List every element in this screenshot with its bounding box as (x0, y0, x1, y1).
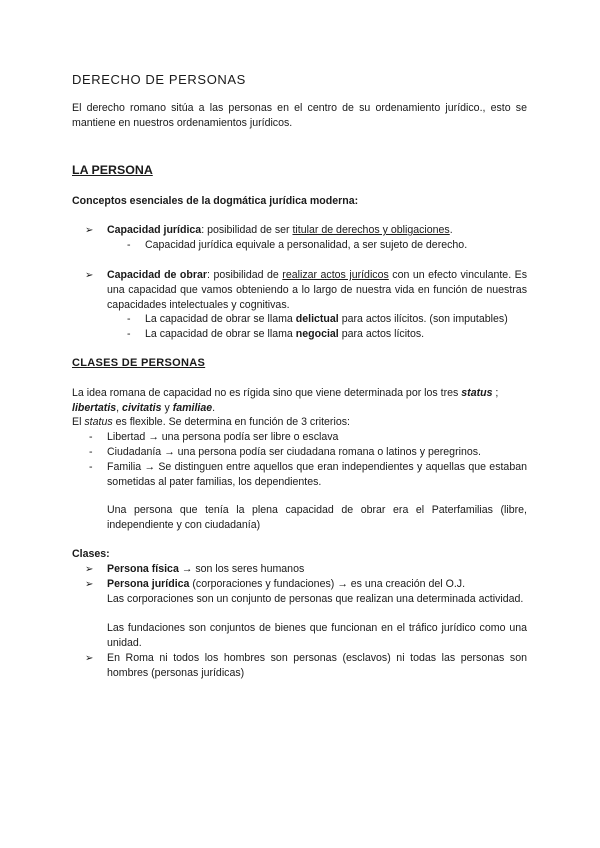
term-familiae: familiae (172, 402, 213, 414)
item-text: : posibilidad de ser (201, 224, 293, 236)
arrowhead-bullet-icon: ➢ (85, 653, 94, 664)
arrowhead-bullet-icon: ➢ (85, 270, 94, 281)
term-libertatis: libertatis (72, 402, 117, 414)
fundaciones-paragraph: Las fundaciones son conjuntos de bienes que funcionan en el tráfico jurídico como una unidad. (107, 622, 527, 649)
term-capacidad-de-obrar: Capacidad de obrar (107, 269, 208, 281)
sub-item (127, 312, 525, 327)
section-heading-la-persona: LA PERSONA (72, 163, 153, 177)
concepts-subheading: Conceptos esenciales de la dogmática jurídica moderna: (72, 195, 359, 207)
paterfamilias-note: Una persona que tenía la plena capacidad de obrar era el Paterfamilias (libre, independiente y con ciudadanía) (107, 504, 527, 531)
criterion-item-libertad (89, 430, 527, 445)
punctuation: , (116, 402, 123, 414)
underlined-phrase: realizar actos jurídicos (282, 269, 389, 281)
criterion-item-familia (89, 460, 527, 490)
item-text-end: . (449, 224, 453, 236)
status-flexible-paragraph (72, 415, 532, 430)
dash-bullet: - (127, 239, 131, 251)
class-item-persona-fisica (85, 562, 527, 577)
class-item-text: (corporaciones y fundaciones) → es una creación del O.J. (189, 578, 466, 590)
sub-item-text: La capacidad de obrar se llama (145, 328, 296, 340)
dash-bullet: - (89, 431, 93, 443)
arrowhead-bullet-icon: ➢ (85, 564, 94, 575)
class-item-roma (85, 651, 527, 681)
term-status: status (461, 387, 493, 399)
term-persona-juridica: Persona jurídica (107, 578, 190, 590)
punctuation: . (212, 402, 216, 414)
paragraph-text: La idea romana de capacidad no es rígida sino que viene determinada por los tres (72, 387, 462, 399)
underlined-phrase: titular de derechos y obligaciones (292, 224, 450, 236)
criterion-item-ciudadania (89, 445, 527, 460)
class-item-persona-juridica (85, 577, 527, 592)
class-item-text: → son los seres humanos (178, 563, 305, 575)
corporaciones-paragraph: Las corporaciones son un conjunto de personas que realizan una determinada actividad. (107, 593, 524, 605)
punctuation: ; (492, 387, 499, 399)
criterion-text: Familia → Se distinguen entre aquellos que eran independientes y aquellas que estaban sometidas al pater familias, los dependientes. (107, 461, 527, 488)
sub-item (127, 327, 525, 342)
term-civitatis: civitatis (122, 402, 162, 414)
paragraph-text: El (72, 416, 85, 428)
sub-item (127, 238, 525, 253)
arrowhead-bullet-icon: ➢ (85, 225, 94, 236)
term-capacidad-juridica: Capacidad jurídica (107, 224, 202, 236)
list-item-capacidad-de-obrar (85, 268, 528, 313)
item-text: : posibilidad de (207, 269, 283, 281)
document-title: DERECHO DE PERSONAS (72, 72, 246, 87)
term-delictual: delictual (295, 313, 339, 325)
list-item-capacidad-juridica (85, 223, 527, 238)
item-text-end: con un efecto vinculante. Es una capacidad que vamos obteniendo a lo largo de nuestra vida en función de nuestras capacidades intelectuales y cognitivas. (107, 269, 528, 311)
dash-bullet: - (89, 461, 93, 473)
arrowhead-bullet-icon: ➢ (85, 579, 94, 590)
sub-item-text: Capacidad jurídica equivale a personalidad, a ser sujeto de derecho. (145, 239, 468, 251)
sub-item-text-end: para actos lícitos. (338, 328, 425, 340)
criterion-text: Ciudadanía → una persona podía ser ciudadana romana o latinos y peregrinos. (107, 446, 481, 458)
sub-item-text-end: para actos ilícitos. (son imputables) (338, 313, 508, 325)
dash-bullet: - (127, 313, 131, 325)
term-negocial: negocial (295, 328, 339, 340)
term-persona-fisica: Persona física (107, 563, 179, 575)
status-paragraph (72, 386, 532, 416)
class-item-text: En Roma ni todos los hombres son personas (esclavos) ni todas las personas son hombres (personas jurídicas) (107, 652, 527, 679)
criterion-text: Libertad → una persona podía ser libre o esclava (107, 431, 339, 443)
paragraph-text-end: es flexible. Se determina en función de 3 criterios: (112, 416, 350, 428)
term-status-italic: status (84, 416, 113, 428)
dash-bullet: - (89, 446, 93, 458)
clases-label: Clases: (72, 548, 110, 560)
section-heading-clases-de-personas: CLASES DE PERSONAS (72, 357, 206, 369)
dash-bullet: - (127, 328, 131, 340)
intro-paragraph: El derecho romano sitúa a las personas en el centro de su ordenamiento jurídico., esto se mantiene en nuestros ordenamientos jurídicos. (72, 102, 527, 129)
conjunction: y (161, 402, 173, 414)
sub-item-text: La capacidad de obrar se llama (145, 313, 296, 325)
